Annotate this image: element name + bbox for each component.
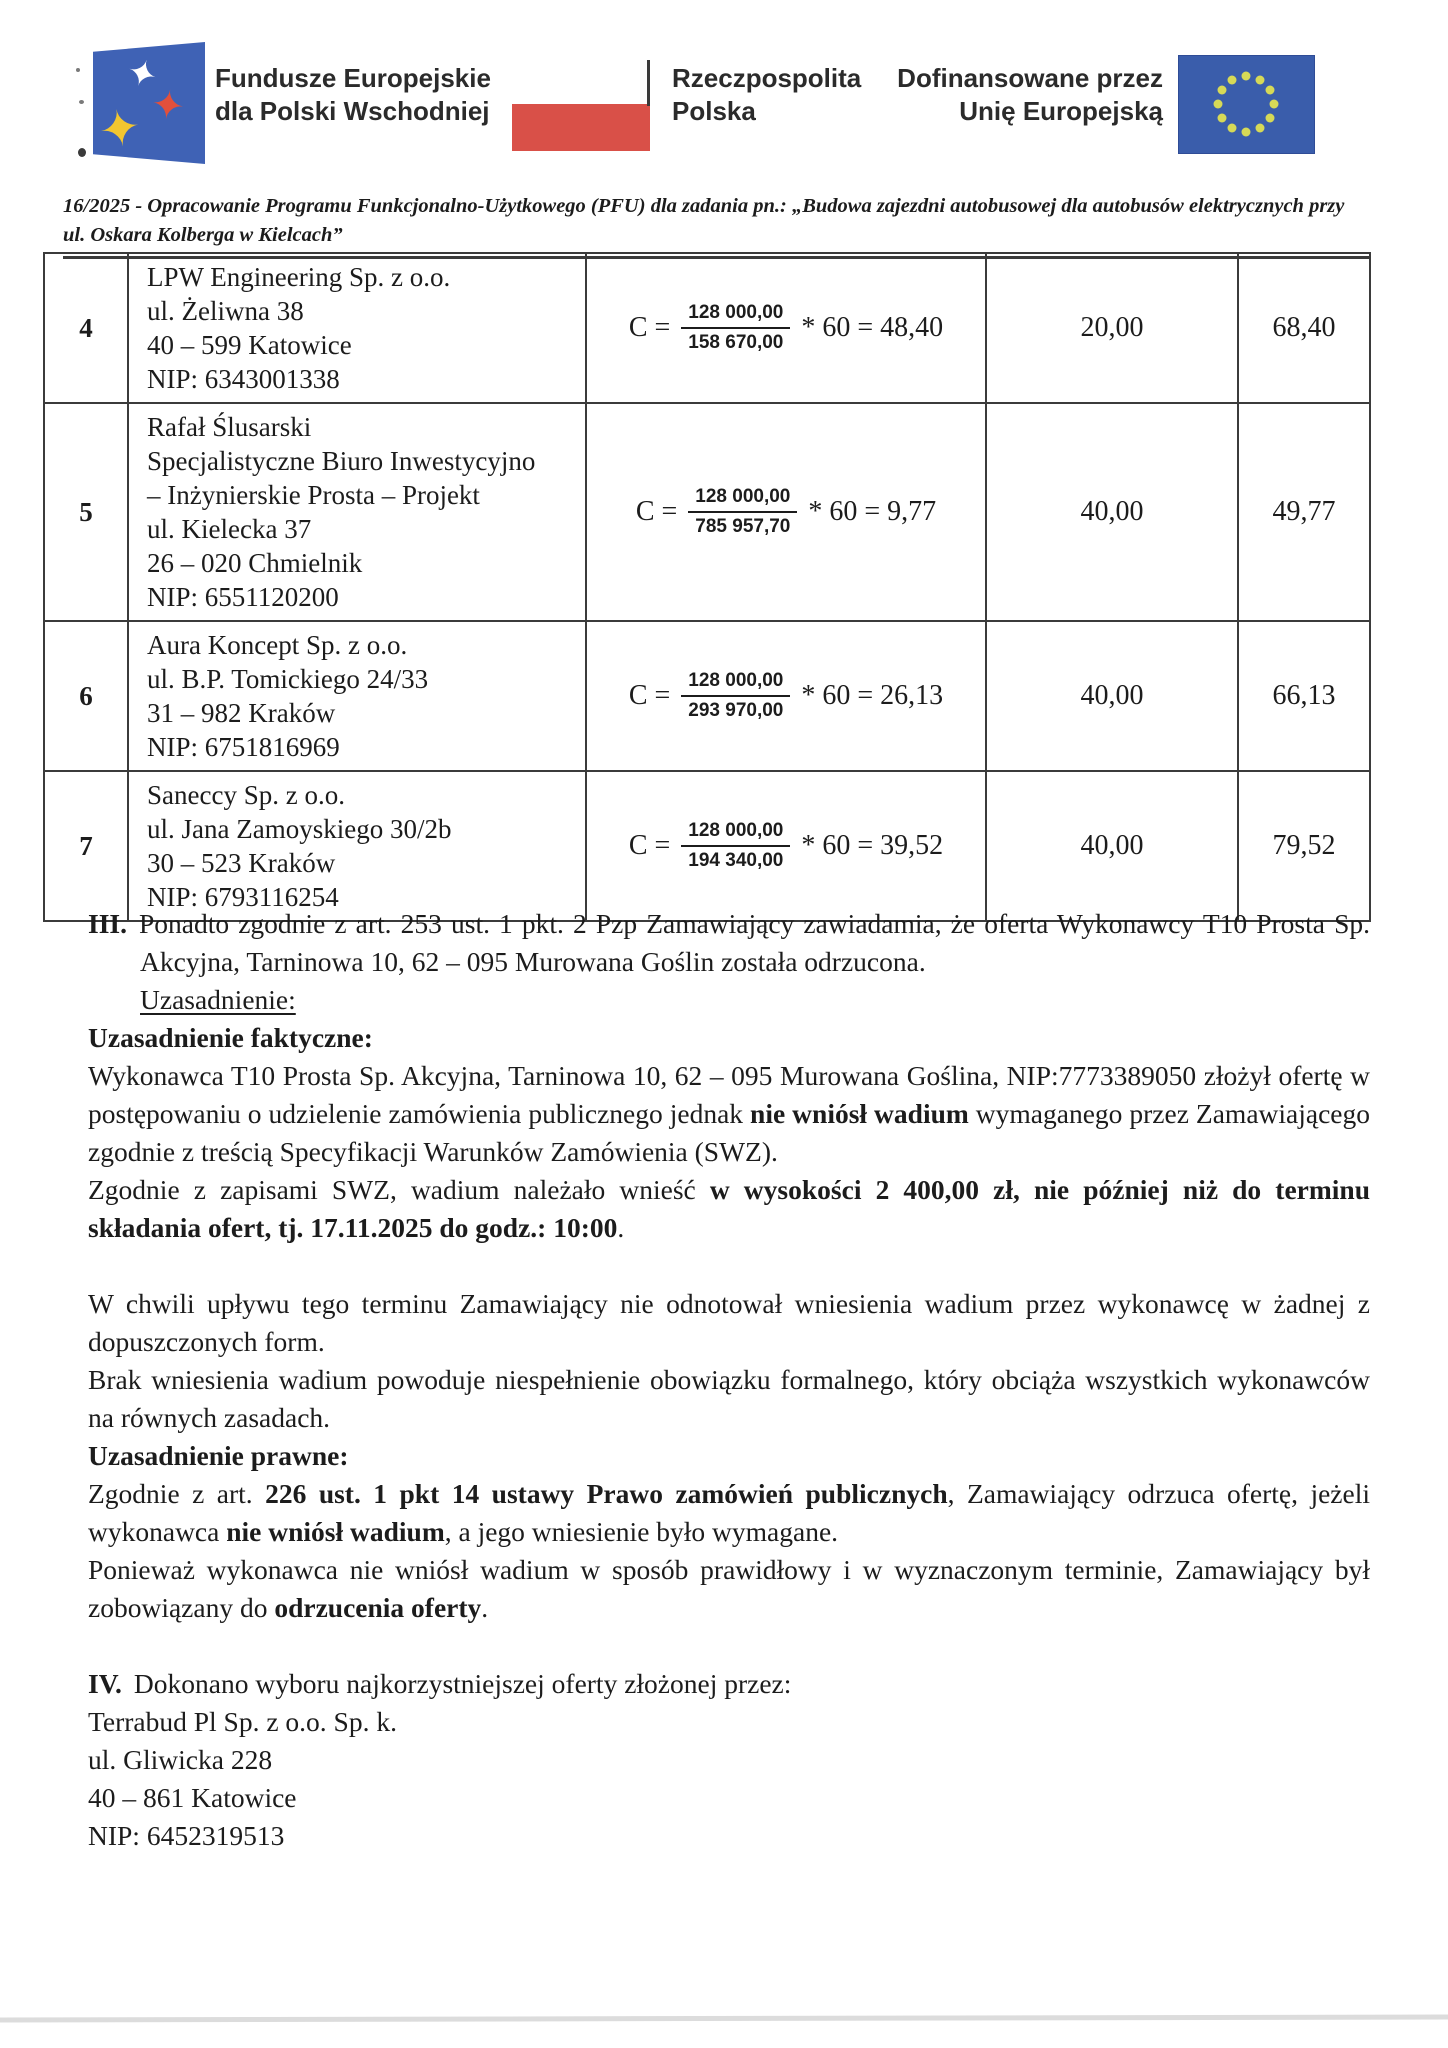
justification-label: Uzasadnienie: (140, 984, 296, 1015)
red-star-icon: ✦ (148, 80, 188, 131)
criterion2-score: 40,00 (986, 621, 1238, 771)
white-star-icon: ✦ (121, 50, 163, 98)
eu-flag-icon (1178, 55, 1315, 154)
bidders-table (43, 252, 1371, 922)
legal-paragraph-2: Ponieważ wykonawca nie wniósł wadium w sposób prawidłowy i w wyznaczonym terminie, Zamawiający był zobowiązany do odrzucenia oferty. (88, 1554, 1370, 1623)
eu-flag-stars (1179, 56, 1314, 153)
formula-numerator: 128 000,00 (688, 485, 797, 513)
republic-line1: Rzeczpospolita (672, 63, 862, 93)
row-number: 7 (44, 771, 128, 921)
bidder-details: Aura Koncept Sp. z o.o. ul. B.P. Tomickiego 24/33 31 – 982 Kraków NIP: 6751816969 (128, 621, 586, 771)
factual-paragraph-1: Wykonawca T10 Prosta Sp. Akcyjna, Tarninowa 10, 62 – 095 Murowana Goślina, NIP:7773389050 złożył ofertę w postępowaniu o udzielenie zamówienia publicznego jednak nie wniósł wadium wymaganego przez Zamawiającego zgodnie z treścią Specyfikacji Warunków Zamówienia (SWZ). (88, 1060, 1370, 1167)
winning-bidder-details: Terrabud Pl Sp. z o.o. Sp. k. ul. Gliwicka 228 40 – 861 Katowice NIP: 6452319513 (88, 1706, 397, 1851)
legal-paragraph-1: Zgodnie z art. 226 ust. 1 pkt 14 ustawy Prawo zamówień publicznych, Zamawiający odrzuca ofertę, jeżeli wykonawca nie wniósł wadium, a jego wniesienie było wymagane. (88, 1478, 1371, 1547)
poland-flag-white-band (512, 57, 650, 104)
formula-tail: * 60 = 26,13 (801, 680, 944, 711)
document-title: 16/2025 - Opracowanie Programu Funkcjonalno-Użytkowego (PFU) dla zadania pn.: „Budowa zajezdni autobusowej dla autobusów elektrycznych przy ul. Oskara Kolberga w Kielcach” (63, 192, 1370, 259)
formula-lead: C = (628, 680, 671, 711)
table-row (44, 403, 1370, 621)
table-row (44, 253, 1370, 403)
price-formula-cell (586, 621, 986, 771)
table-row (44, 621, 1370, 771)
formula-denominator: 158 670,00 (688, 332, 784, 353)
legal-justification-heading: Uzasadnienie prawne: (88, 1440, 349, 1471)
factual-paragraph-2: Zgodnie z zapisami SWZ, wadium należało wnieść w wysokości 2 400,00 zł, nie później niż do terminu składania ofert, tj. 17.11.2025 do godz.: 10:00. (88, 1174, 1370, 1243)
formula-tail: * 60 = 39,52 (801, 830, 944, 861)
scan-artifact-line (0, 2014, 1448, 2022)
bidder-details: Rafał Ślusarski Specjalistyczne Biuro Inwestycyjno – Inżynierskie Prosta – Projekt ul. Kielecka 37 26 – 020 Chmielnik NIP: 6551120200 (128, 403, 586, 621)
cofinanced-line1: Dofinansowane przez (897, 63, 1163, 93)
factual-justification-heading: Uzasadnienie faktyczne: (88, 1022, 373, 1053)
section-iii-text: Ponadto zgodnie z art. 253 ust. 1 pkt. 2 Pzp Zamawiający zawiadamia, że oferta Wykonawcy T10 Prosta Sp. Akcyjna, Tarninowa 10, 62 – 095 Murowana Goślin została odrzucona. (138, 908, 1370, 977)
formula-denominator: 194 340,00 (688, 850, 784, 871)
section-iii-numeral: III. (88, 908, 127, 939)
scan-artifact (78, 148, 86, 157)
scan-artifact (76, 68, 80, 72)
eu-funds-logo-line2: dla Polski Wschodniej (215, 96, 490, 126)
blank-line (88, 1627, 1370, 1665)
table-row (44, 771, 1370, 921)
section-iv-paragraph (88, 1665, 1370, 1703)
section-iv-text: Dokonano wyboru najkorzystniejszej oferty złożonej przez: (133, 1668, 792, 1699)
formula-numerator: 128 000,00 (681, 301, 790, 329)
total-score: 68,40 (1238, 253, 1370, 403)
formula-numerator: 128 000,00 (681, 669, 790, 697)
yellow-star-icon: ✦ (94, 97, 146, 161)
criterion2-score: 40,00 (986, 771, 1238, 921)
blank-line (88, 1247, 1370, 1285)
poland-flag-icon (512, 57, 650, 151)
formula-fraction (681, 819, 790, 873)
formula-fraction (681, 301, 790, 355)
formula-fraction (688, 485, 797, 539)
cofinanced-by-eu-text (897, 62, 1163, 128)
criterion2-score: 20,00 (986, 253, 1238, 403)
section-iv-numeral: IV. (88, 1668, 122, 1699)
cofinanced-line2: Unię Europejską (959, 96, 1163, 126)
formula-lead: C = (628, 830, 671, 861)
bidder-details: Saneccy Sp. z o.o. ul. Jana Zamoyskiego 30/2b 30 – 523 Kraków NIP: 6793116254 (128, 771, 586, 921)
bidder-details: LPW Engineering Sp. z o.o. ul. Żeliwna 38 40 – 599 Katowice NIP: 6343001338 (128, 253, 586, 403)
price-formula-cell (586, 771, 986, 921)
row-number: 4 (44, 253, 128, 403)
formula-fraction (681, 669, 790, 723)
formula-denominator: 785 957,70 (695, 516, 791, 537)
section-iii-paragraph (88, 905, 1370, 981)
document-body (88, 905, 1370, 1855)
formula-denominator: 293 970,00 (688, 700, 784, 721)
row-number: 5 (44, 403, 128, 621)
scan-artifact (647, 60, 650, 106)
total-score: 49,77 (1238, 403, 1370, 621)
eu-funds-logo-text (215, 62, 491, 128)
eu-funds-logo-line1: Fundusze Europejskie (215, 63, 491, 93)
total-score: 66,13 (1238, 621, 1370, 771)
eu-funds-logo (93, 42, 205, 164)
total-score: 79,52 (1238, 771, 1370, 921)
formula-lead: C = (628, 312, 671, 343)
price-formula-cell (586, 403, 986, 621)
poland-flag-red-band (512, 104, 650, 151)
republic-of-poland-text (672, 62, 861, 128)
republic-line2: Polska (672, 96, 756, 126)
factual-paragraph-3: W chwili upływu tego terminu Zamawiający nie odnotował wniesienia wadium przez wykonawcę w żadnej z dopuszczonych form. (88, 1288, 1370, 1357)
factual-paragraph-4: Brak wniesienia wadium powoduje niespełnienie obowiązku formalnego, który obciąża wszystkich wykonawców na równych zasadach. (88, 1364, 1370, 1433)
formula-tail: * 60 = 9,77 (808, 496, 937, 527)
row-number: 6 (44, 621, 128, 771)
formula-tail: * 60 = 48,40 (801, 312, 944, 343)
price-formula-cell (586, 253, 986, 403)
scan-artifact (79, 100, 84, 104)
formula-numerator: 128 000,00 (681, 819, 790, 847)
formula-lead: C = (635, 496, 678, 527)
criterion2-score: 40,00 (986, 403, 1238, 621)
